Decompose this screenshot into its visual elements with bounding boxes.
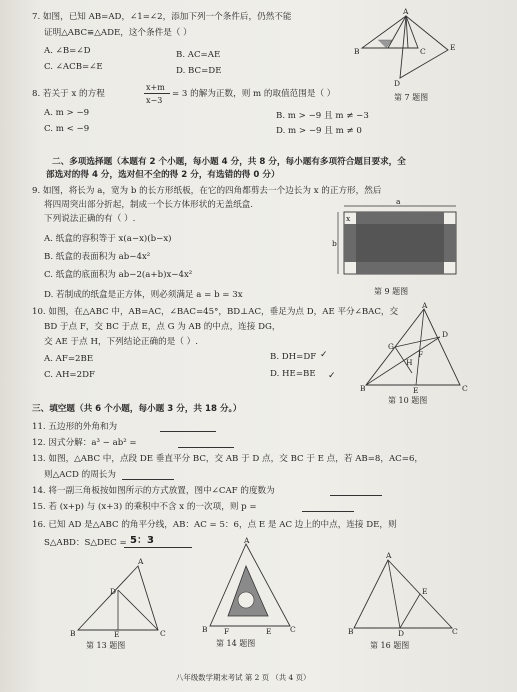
svg-text:B: B [348, 627, 354, 636]
svg-text:F: F [418, 350, 424, 359]
q14-answer-blank[interactable] [330, 495, 382, 496]
q13-answer-blank[interactable] [122, 479, 174, 480]
svg-text:E: E [266, 627, 272, 636]
q16-figure [348, 551, 458, 638]
svg-text:G: G [388, 342, 394, 351]
q16-handwritten-answer: 5：3 [130, 535, 154, 546]
q9-option-d: D. 若制成的纸盒是正方体，则必须满足 a = b = 3x [44, 290, 243, 300]
q8-option-b: B. m > −9 且 m ≠ −3 [276, 111, 369, 121]
svg-text:B: B [202, 625, 208, 634]
q9-option-b: B. 纸盒的表面积为 ab−4x² [44, 252, 151, 262]
q8-fraction-numerator: x+m [146, 83, 165, 92]
svg-text:B: B [70, 629, 76, 638]
svg-text:A: A [422, 301, 428, 310]
svg-text:D: D [442, 330, 449, 339]
q7-option-a: A. ∠B=∠D [44, 46, 91, 56]
q9-figure-label-b: b [332, 239, 337, 248]
q15-answer-blank[interactable] [302, 511, 354, 512]
q9-figure-label-a: a [396, 197, 401, 206]
section3-title: 三、填空题（共 6 个小题，每小题 3 分，共 18 分。） [32, 404, 242, 414]
svg-text:A: A [386, 551, 392, 560]
q9-figure-label-x: x [346, 214, 351, 223]
svg-text:A: A [403, 7, 409, 16]
q12-text: 12. 因式分解：a³ − ab² = [32, 438, 137, 448]
q7-option-c: C. ∠ACB=∠E [44, 62, 103, 72]
svg-text:C: C [452, 627, 458, 636]
q7-caption: 第 7 题图 [394, 93, 429, 102]
q12-answer-blank[interactable] [178, 447, 234, 448]
q14-figure [202, 536, 296, 636]
q10-option-d: D. HE=BE [270, 369, 316, 379]
q8-fraction-bar [144, 93, 170, 94]
q8-fraction-denominator: x−3 [146, 96, 163, 105]
q16-answer-blank[interactable] [124, 547, 192, 548]
q13-line2: 则△ACD 的周长为 [44, 470, 116, 480]
q7-figure [348, 7, 478, 90]
section2-line2: 部选对的得 4 分，选对但不全的得 2 分，有选错的得 0 分） [46, 170, 280, 180]
q10-figure [360, 301, 470, 395]
q10-line1: 10. 如图，在△ABC 中，AB=AC，∠BAC=45°，BD⊥AC，垂足为点 D，AE 平分∠BAC，交 [32, 307, 399, 317]
svg-text:D: D [398, 629, 405, 638]
q13-caption: 第 13 题图 [86, 641, 126, 650]
q11-text: 11. 五边形的外角和为 [32, 422, 118, 432]
q16-ratio-label: S△ABD：S△DEC = [44, 538, 127, 548]
q16-caption: 第 16 题图 [370, 641, 410, 650]
svg-text:H: H [406, 358, 413, 367]
q13-figure [68, 557, 168, 639]
q7-stem-line1: 7. 如图，已知 AB=AD，∠1=∠2，添加下列一个条件后，仍然不能 [32, 12, 292, 22]
q10-caption: 第 10 题图 [388, 396, 428, 405]
q9-option-c: C. 纸盒的底面积为 ab−2(a+b)x−4x² [44, 270, 193, 280]
q10-option-b: B. DH=DF [270, 352, 317, 362]
svg-text:C: C [420, 47, 426, 56]
svg-text:F: F [224, 627, 230, 636]
svg-text:C: C [290, 625, 296, 634]
q8-option-a: A. m > −9 [44, 108, 90, 118]
q13-line1: 13. 如图，△ABC 中，点段 DE 垂直平分 BC，交 AB 于 D 点，交 BC 于 E 点，若 AB=8，AC=6， [32, 454, 424, 464]
svg-text:E: E [413, 386, 419, 395]
section2-title: 二、多项选择题（本题有 2 个小题，每小题 4 分，共 8 分，每小题有多项符合题目要求，全 [52, 157, 406, 167]
q10-check-b: ✓ [320, 350, 328, 360]
q9-line3: 下列说法正确的有（ ）. [44, 214, 136, 224]
q9-caption: 第 9 题图 [374, 287, 409, 296]
q14-caption: 第 14 题图 [216, 639, 256, 648]
q9-line2: 将四周突出部分折起，制成一个长方体形状的无盖纸盒. [44, 200, 253, 210]
svg-text:B: B [360, 384, 366, 393]
page-footer: 八年级数学期末考试 第 2 页 （共 4 页） [176, 673, 311, 682]
q8-option-c: C. m < −9 [44, 124, 90, 134]
q10-line2: BD 于点 F，交 BC 于点 E，点 G 为 AB 的中点，连接 DG， [44, 322, 281, 332]
q10-option-c: C. AH=2DF [44, 370, 95, 380]
svg-text:C: C [462, 384, 468, 393]
q14-text: 14. 将一副三角板按如图所示的方式放置，图中∠CAF 的度数为 [32, 486, 275, 496]
q10-line3: 交 AE 于点 H，下列结论正确的是（ ）. [44, 337, 198, 347]
q8-stem-prefix: 8. 若关于 x 的方程 [32, 89, 105, 99]
q8-stem-suffix: = 3 的解为正数，则 m 的取值范围是（ ） [172, 89, 336, 99]
q10-option-a: A. AF=2BE [44, 354, 94, 364]
q10-check-d: ✓ [328, 371, 336, 381]
svg-text:E: E [450, 43, 456, 52]
svg-text:A: A [138, 557, 144, 566]
q11-answer-blank[interactable] [160, 431, 216, 432]
svg-text:B: B [354, 47, 360, 56]
q7-option-d: D. BC=DE [176, 66, 222, 76]
q9-option-a: A. 纸盒的容积等于 x(a−x)(b−x) [44, 234, 172, 244]
q7-stem-line2: 证明△ABC≌△ADE，这个条件是（ ） [44, 28, 192, 38]
svg-text:E: E [422, 587, 428, 596]
svg-text:C: C [160, 629, 166, 638]
svg-text:A: A [244, 536, 250, 545]
q8-option-d: D. m > −9 且 m ≠ 0 [276, 126, 362, 136]
svg-text:D: D [394, 79, 401, 88]
q9-figure [332, 197, 466, 286]
q9-line1: 9. 如图，将长为 a，宽为 b 的长方形纸板，在它的四角都剪去一个边长为 x 的正方形，然后 [32, 186, 382, 196]
q15-text: 15. 若 (x+p) 与 (x+3) 的乘积中不含 x 的一次项，则 p = [32, 502, 257, 512]
q7-option-b: B. AC=AE [176, 50, 221, 60]
svg-text:E: E [114, 630, 120, 639]
svg-text:D: D [110, 587, 117, 596]
q16-line1: 16. 已知 AD 是△ABC 的角平分线，AB：AC = 5：6，点 E 是 AC 边上的中点，连接 DE，则 [32, 520, 397, 530]
